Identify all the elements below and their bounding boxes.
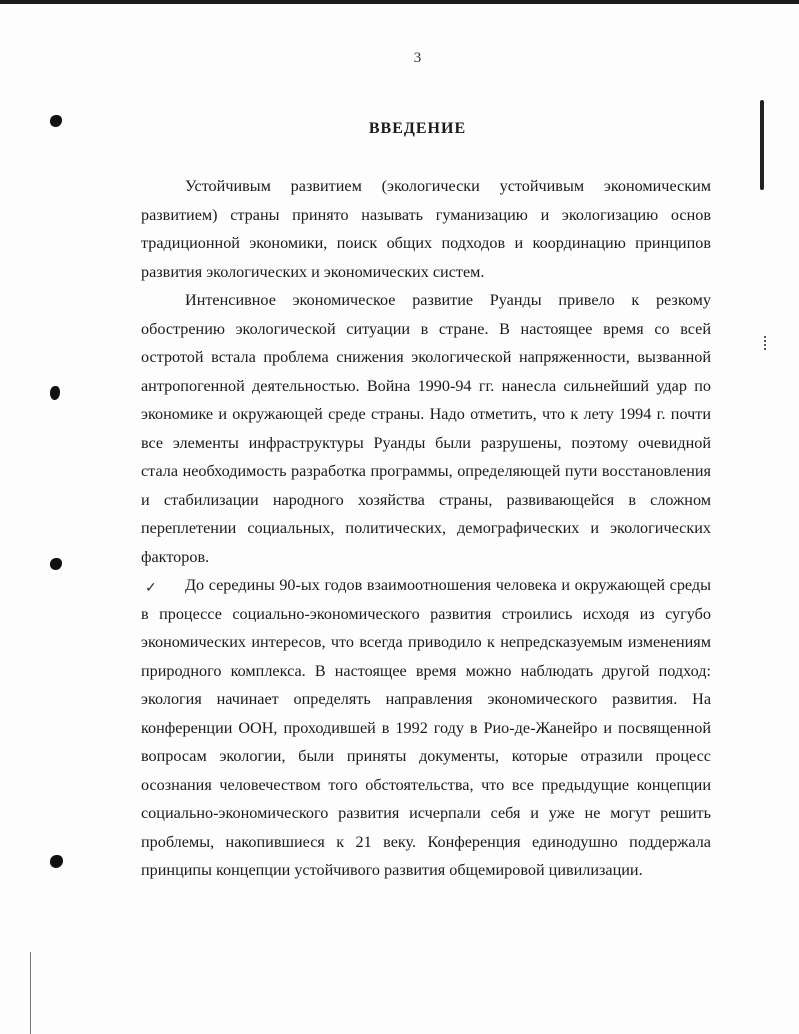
scan-left-edge-line: [30, 952, 31, 1034]
paragraph: Интенсивное экономическое развитие Руанды привело к резкому обострению экологической ситуации в стране. В настоящее время со всей остротой встала проблема снижения экологической напряженности, вызванной антропогенной деятельностью. Война 1990-94 гг. нанесла сильнейший удар по экономике и окружающей среде страны. Надо отметить, что к лету 1994 г. почти все элементы инфраструктуры Руанды были разрушены, поэтому очевидной стала необходимость разработка программы, определяющей пути восстановления и стабилизации народного хозяйства страны, развивающейся в сложном переплетении социальных, политических, демографических и экологических факторов.: [141, 291, 711, 566]
paragraph: Устойчивым развитием (экологически устойчивым экономическим развитием) страны принято называть гуманизацию и экологизацию основ традиционной экономики, поиск общих подходов и координацию принципов развития экологических и экономических систем.: [141, 177, 711, 281]
scan-top-edge: [0, 0, 799, 4]
binder-hole-mark: [50, 855, 63, 868]
pen-tick-mark: ✓: [145, 581, 157, 596]
scan-right-edge-dots: [764, 336, 768, 350]
body-text: [141, 172, 711, 885]
section-heading: ВВЕДЕНИЕ: [368, 120, 467, 137]
binder-hole-mark: [50, 558, 62, 570]
binder-hole-mark: [50, 386, 60, 400]
page-number: 3: [413, 50, 422, 66]
scan-right-edge-mark: [760, 100, 764, 190]
paragraph: До середины 90-ых годов взаимоотношения человека и окружающей среды в процессе социально-экономического развития строились исходя из сугубо экономических интересов, что всегда приводило к непредсказуемым изменениям природного комплекса. В настоящее время можно наблюдать другой подход: экология начинает определять направления экономического развития. На конференции ООН, проходившей в 1992 году в Рио-де-Жанейро и посвященной вопросам экологии, были приняты документы, которые отразили процесс осознания человечеством того обстоятельства, что все предыдущие концепции социально-экономического развития исчерпали себя и уже не могут решить проблемы, накопившиеся к 21 веку. Конференция единодушно поддержала принципы концепции устойчивого развития общемировой цивилизации.: [141, 576, 711, 879]
